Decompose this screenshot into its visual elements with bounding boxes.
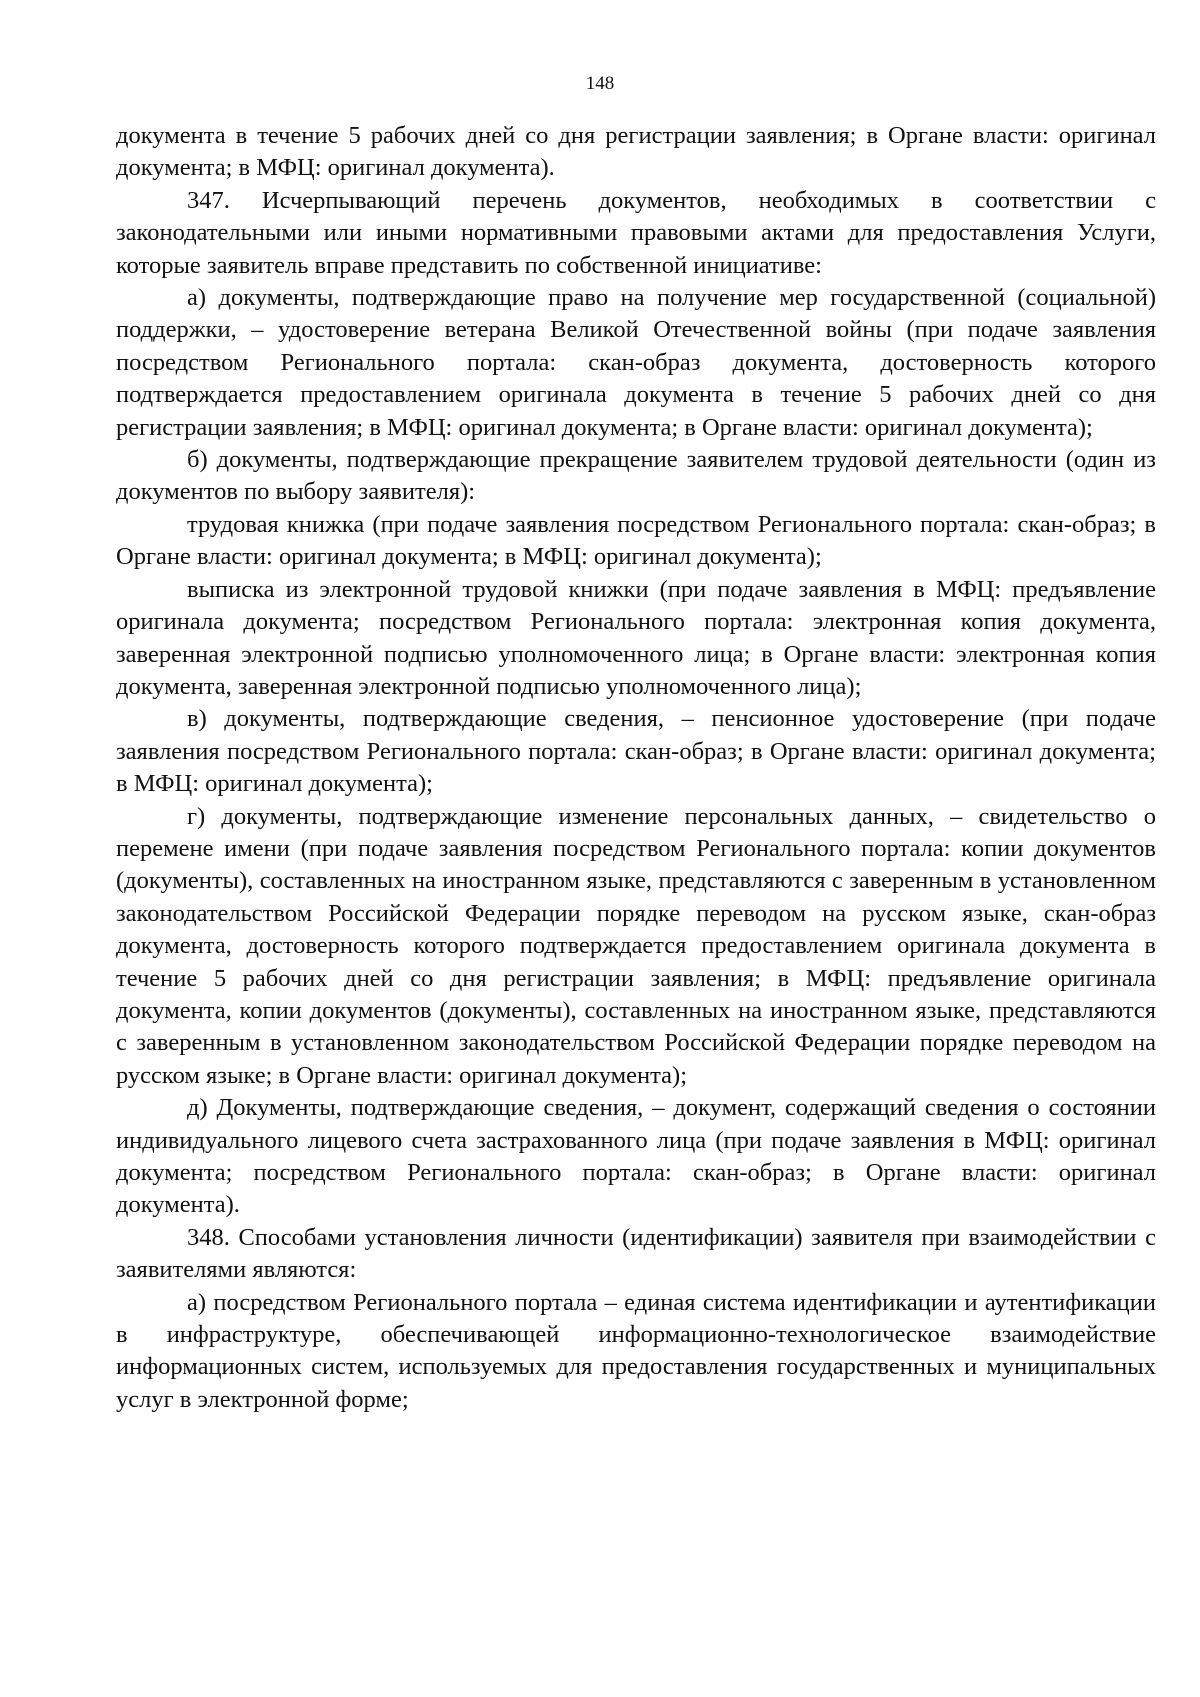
paragraph-348-a: а) посредством Регионального портала – единая система идентификации и аутентификации в инфраструктуре, обеспечивающей информационно-технологическое взаимодействие информационных систем, используемых для предоставления государственных и муниципальных услуг в электронной форме;	[116, 1288, 1156, 1413]
paragraph-continuation: документа в течение 5 рабочих дней со дня регистрации заявления; в Органе власти: оригинал документа; в МФЦ: оригинал документа).	[116, 122, 1156, 182]
paragraph-347-g: г) документы, подтверждающие изменение персональных данных, – свидетельство о перемене имени (при подаче заявления посредством Регионального портала: копии документов (документы), составленных на иностранном языке, представляются с заверенным в установленном законодательством Российской Федерации порядке переводом на русском языке, скан-образ документа, достоверность которого подтверждается предоставлением оригинала документа в течение 5 рабочих дней со дня регистрации заявления; в МФЦ: предъявление оригинала документа, копии документов (документы), составленных на иностранном языке, представляются с заверенным в установленном законодательством Российской Федерации порядке переводом на русском языке; в Органе власти: оригинал документа);	[116, 802, 1156, 1089]
paragraph-347: 347. Исчерпывающий перечень документов, необходимых в соответствии с законодательными или иными нормативными правовыми актами для предоставления Услуги, которые заявитель вправе представить по собственной инициативе:	[116, 186, 1156, 279]
paragraph-347-b: б) документы, подтверждающие прекращение заявителем трудовой деятельности (один из документов по выбору заявителя):	[116, 446, 1156, 506]
paragraph-347-b-electronic-extract: выписка из электронной трудовой книжки (при подаче заявления в МФЦ: предъявление оригинала документа; посредством Регионального портала: электронная копия документа, заверенная электронной подписью уполномоченного лица; в Органе власти: электронная копия документа, заверенная электронной подписью уполномоченного лица);	[116, 575, 1156, 700]
paragraph-348: 348. Способами установления личности (идентификации) заявителя при взаимодействии с заявителями являются:	[116, 1223, 1156, 1284]
paragraph-347-a: а) документы, подтверждающие право на получение мер государственной (социальной) поддержки, – удостоверение ветерана Великой Отечественной войны (при подаче заявления посредством Регионального портала: скан-образ документа, достоверность которого подтверждается предоставлением оригинала документа в течение 5 рабочих дней со дня регистрации заявления; в МФЦ: оригинал документа; в Органе власти: оригинал документа);	[116, 284, 1156, 441]
paragraph-347-b-labor-book: трудовая книжка (при подаче заявления посредством Регионального портала: скан-образ; в Органе власти: оригинал документа; в МФЦ: оригинал документа);	[116, 510, 1156, 571]
document-body	[116, 120, 1156, 1416]
paragraph-347-d: д) Документы, подтверждающие сведения, – документ, содержащий сведения о состоянии индивидуального лицевого счета застрахованного лица (при подаче заявления в МФЦ: оригинал документа; посредством Регионального портала: скан-образ; в Органе власти: оригинал документа).	[116, 1094, 1156, 1219]
paragraph-347-v: в) документы, подтверждающие сведения, – пенсионное удостоверение (при подаче заявления посредством Регионального портала: скан-образ; в Органе власти: оригинал документа; в МФЦ: оригинал документа);	[116, 705, 1156, 798]
page-number: 148	[585, 73, 615, 94]
